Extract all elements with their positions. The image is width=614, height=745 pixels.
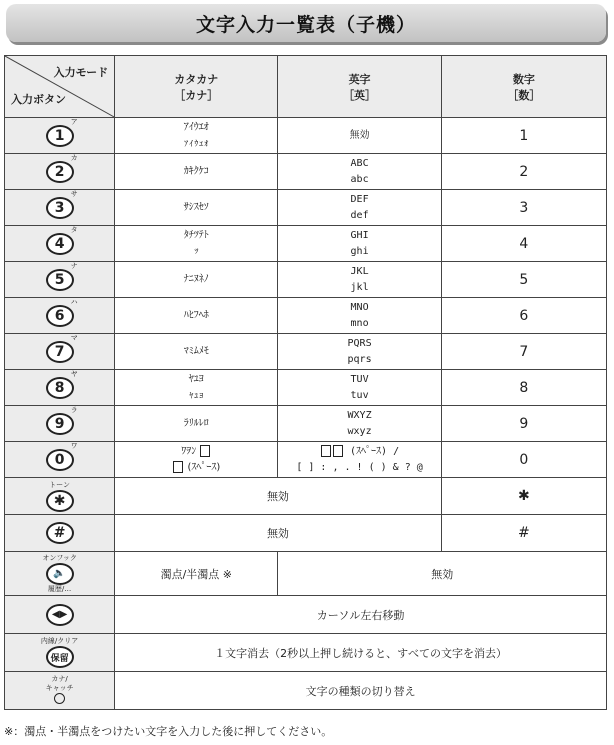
onhook-key-cell <box>5 552 115 596</box>
input-button-label: 入力ボタン <box>11 93 66 106</box>
eng-upper: JKL <box>350 265 369 277</box>
key-cell <box>5 370 115 406</box>
key-cell <box>5 262 115 298</box>
eng-lower: tuv <box>350 389 369 401</box>
eiji-cell <box>278 334 441 370</box>
suji-cell: 1 <box>441 118 606 154</box>
kata-upper: ﾀﾁﾂﾃﾄ <box>183 229 209 241</box>
katakana-cell <box>115 370 278 406</box>
clear-label: 内線/クリア <box>40 637 79 645</box>
digit-key-icon: 1 <box>46 125 74 147</box>
hash-key-icon: # <box>46 522 74 544</box>
hash-num: # <box>441 515 606 552</box>
cancel-span: 文字の種類の切り替え <box>115 672 607 710</box>
eiji-sub: ［英］ <box>343 88 377 102</box>
key-kana: ワ <box>70 441 78 450</box>
eng-upper: GHI <box>350 229 369 241</box>
box-glyph <box>333 445 343 457</box>
eng-lower: [ ] : , . ! ( ) & ? @ <box>296 461 423 473</box>
hash-span: 無効 <box>115 515 442 552</box>
digit-key-icon: 7 <box>46 341 74 363</box>
key-cell <box>5 118 115 154</box>
key-kana: ア <box>70 117 78 126</box>
table-row <box>5 334 607 370</box>
cursor-row <box>5 596 607 634</box>
table-row <box>5 442 607 478</box>
digit-key-icon: 6 <box>46 305 74 327</box>
suji-cell: 8 <box>441 370 606 406</box>
suji-cell: 5 <box>441 262 606 298</box>
kata-upper: ｻｼｽｾｿ <box>183 201 209 213</box>
key-wrap <box>46 297 78 327</box>
katakana-cell <box>115 298 278 334</box>
cursor-key-cell <box>5 596 115 634</box>
suji-cell: 4 <box>441 226 606 262</box>
digit-key-icon: 0 <box>46 449 74 471</box>
onhook-row <box>5 552 607 596</box>
kata-lower: ｯ <box>193 245 199 257</box>
star-span: 無効 <box>115 478 442 515</box>
table-row <box>5 262 607 298</box>
eng-upper: TUV <box>350 373 369 385</box>
key-kana: マ <box>70 333 78 342</box>
onhook-span: 無効 <box>278 552 607 596</box>
kata-upper: ﾔﾕﾖ <box>188 373 204 385</box>
katakana-sub: ［カナ］ <box>174 88 219 102</box>
cancel-key-cell <box>5 672 115 710</box>
eng-lower: pqrs <box>347 353 372 365</box>
eiji-cell <box>278 298 441 334</box>
kata-lower: ｧｨｩｪｫ <box>183 137 209 149</box>
suji-title: 数字 <box>512 72 535 86</box>
character-input-table <box>4 55 607 710</box>
suji-cell: 6 <box>441 298 606 334</box>
box-glyph <box>200 445 210 457</box>
suji-sub: ［数］ <box>507 88 541 102</box>
kata-upper: ﾜｦﾝ <box>181 445 197 457</box>
key-cell <box>5 154 115 190</box>
key-kana: ハ <box>70 297 78 306</box>
digit-key-icon: 3 <box>46 197 74 219</box>
tone-label: トーン <box>49 480 71 489</box>
digit-key-icon: 4 <box>46 233 74 255</box>
eng-upper: ABC <box>350 157 369 169</box>
key-wrap <box>46 333 78 363</box>
katakana-title: カタカナ <box>174 72 219 86</box>
eiji-cell <box>278 442 441 478</box>
clear-row <box>5 634 607 672</box>
eng-lower: mno <box>350 317 369 329</box>
katakana-header <box>115 56 278 118</box>
table-row <box>5 370 607 406</box>
key-kana: カ <box>70 153 78 162</box>
clear-span: １文字消去（2秒以上押し続けると、すべての文字を消去） <box>115 634 607 672</box>
eng-upper: WXYZ <box>347 409 372 421</box>
key-kana: ナ <box>70 261 78 270</box>
hold-key-icon: 保留 <box>46 646 74 668</box>
kata-lower: (ｽﾍﾟｰｽ) <box>187 461 221 473</box>
footnote: ※：濁点・半濁点をつけたい文字を入力した後に押してください。 <box>4 725 333 738</box>
kata-upper: ｱｲｳｴｵ <box>183 121 209 133</box>
eng-lower: def <box>350 209 369 221</box>
page-title: 文字入力一覧表（子機） <box>195 13 416 36</box>
key-cell <box>5 190 115 226</box>
katakana-cell <box>115 442 278 478</box>
history-label: 履歴/… <box>47 584 72 593</box>
hash-row <box>5 515 607 552</box>
katakana-cell <box>115 334 278 370</box>
onhook-kata: 濁点/半濁点 ※ <box>115 552 278 596</box>
digit-key-icon: 5 <box>46 269 74 291</box>
eng-lower: wxyz <box>347 425 372 437</box>
eiji-cell <box>278 406 441 442</box>
key-wrap <box>46 405 78 435</box>
eiji-cell <box>278 154 441 190</box>
eng-upper: (ｽﾍﾟｰｽ) / <box>350 445 400 457</box>
kata-upper: ﾅﾆﾇﾈﾉ <box>183 273 209 285</box>
cursor-span: カーソル左右移動 <box>115 596 607 634</box>
box-glyph <box>173 461 183 473</box>
eiji-title: 英字 <box>348 72 371 86</box>
circle-key-icon <box>54 693 65 704</box>
kata-upper: ﾗﾘﾙﾚﾛ <box>183 417 209 429</box>
star-key-cell <box>5 478 115 515</box>
key-cell <box>5 226 115 262</box>
table-row <box>5 154 607 190</box>
kata-upper: ﾊﾋﾌﾍﾎ <box>183 309 209 321</box>
key-kana: ヤ <box>70 369 78 378</box>
katakana-cell <box>115 154 278 190</box>
eiji-cell <box>278 370 441 406</box>
kata-lower: ｬｭｮ <box>188 389 204 401</box>
key-cell <box>5 442 115 478</box>
katakana-cell <box>115 262 278 298</box>
header-corner <box>5 56 115 118</box>
katakana-cell <box>115 226 278 262</box>
key-cell <box>5 298 115 334</box>
key-wrap <box>46 153 78 183</box>
digit-key-icon: 9 <box>46 413 74 435</box>
suji-cell: 2 <box>441 154 606 190</box>
eiji-header <box>278 56 441 118</box>
kata-upper: ﾏﾐﾑﾒﾓ <box>183 345 209 357</box>
table-row <box>5 118 607 154</box>
suji-cell: 9 <box>441 406 606 442</box>
suji-cell: 3 <box>441 190 606 226</box>
key-cell <box>5 406 115 442</box>
suji-cell: 0 <box>441 442 606 478</box>
speaker-key-icon: 🔈 <box>46 563 74 585</box>
title-bar <box>6 4 606 42</box>
eiji-cell <box>278 118 441 154</box>
eng-upper: PQRS <box>347 337 372 349</box>
key-wrap <box>46 225 78 255</box>
kana-label: カナ/ <box>51 674 68 683</box>
digit-rows <box>5 118 607 478</box>
eng-upper: DEF <box>350 193 369 205</box>
key-wrap <box>46 189 78 219</box>
eiji-cell <box>278 190 441 226</box>
suji-cell: 7 <box>441 334 606 370</box>
katakana-cell <box>115 190 278 226</box>
key-kana: タ <box>70 225 78 234</box>
key-kana: ラ <box>70 405 78 414</box>
cancel-row <box>5 672 607 710</box>
key-kana: サ <box>70 189 78 198</box>
key-wrap <box>46 117 78 147</box>
kata-upper: ｶｷｸｹｺ <box>183 165 209 177</box>
box-glyph <box>321 445 331 457</box>
digit-key-icon: 2 <box>46 161 74 183</box>
table-row <box>5 190 607 226</box>
star-key-icon: ✱ <box>46 490 74 512</box>
star-num: ✱ <box>441 478 606 515</box>
key-wrap <box>46 441 78 471</box>
digit-key-icon: 8 <box>46 377 74 399</box>
hash-key-cell <box>5 515 115 552</box>
key-cell <box>5 334 115 370</box>
onhook-label: オンフック <box>42 553 77 562</box>
key-wrap <box>46 369 78 399</box>
eiji-cell <box>278 226 441 262</box>
table-row <box>5 298 607 334</box>
eng-lower: jkl <box>350 281 369 293</box>
eng-lower: abc <box>350 173 369 185</box>
katakana-cell <box>115 406 278 442</box>
suji-header <box>441 56 606 118</box>
input-mode-label: 入力モード <box>53 66 109 79</box>
eng-upper: 無効 <box>349 129 370 141</box>
header-row <box>5 56 607 118</box>
katakana-cell <box>115 118 278 154</box>
star-row <box>5 478 607 515</box>
key-wrap <box>46 261 78 291</box>
table-row <box>5 226 607 262</box>
catch-label: キャッチ <box>45 683 74 692</box>
table-row <box>5 406 607 442</box>
eiji-cell <box>278 262 441 298</box>
eng-upper: MNO <box>350 301 369 313</box>
clear-key-cell <box>5 634 115 672</box>
dpad-key-icon: ◀▶ <box>46 604 74 626</box>
eng-lower: ghi <box>350 245 369 257</box>
